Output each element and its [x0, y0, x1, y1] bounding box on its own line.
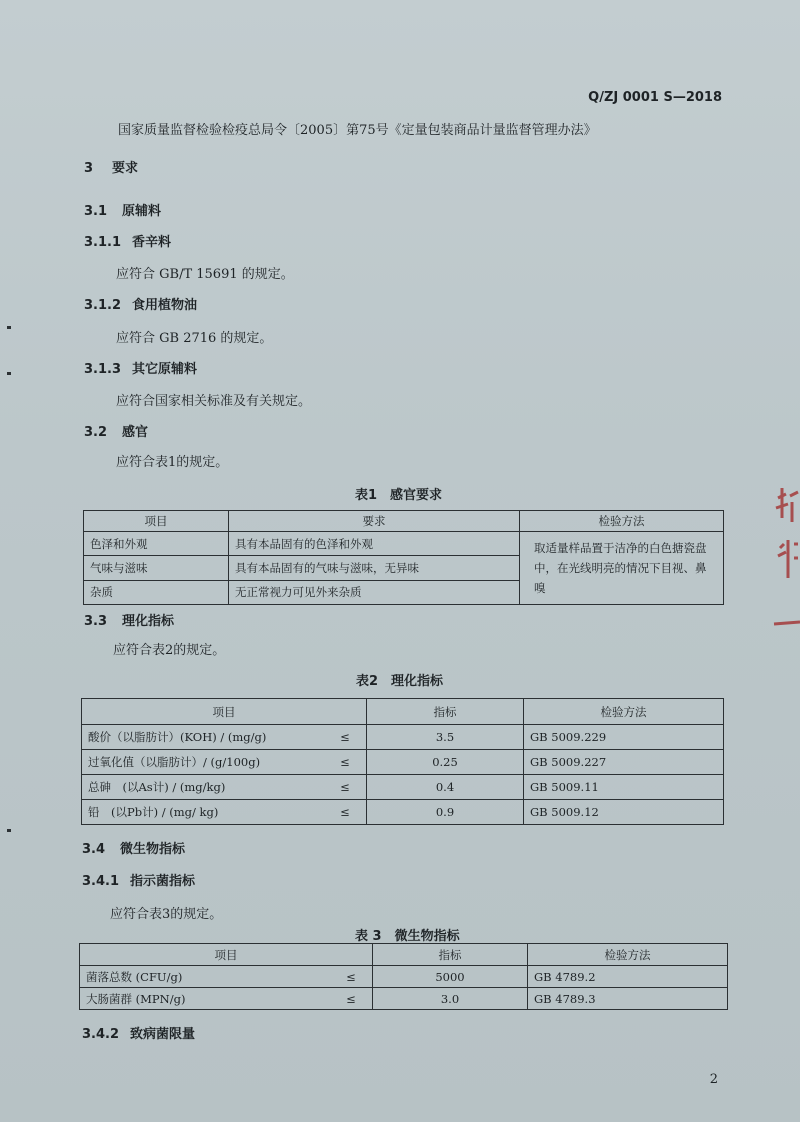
table-cell: GB 5009.229 [524, 725, 724, 750]
section-title: 食用植物油 [132, 298, 198, 313]
table-cell: GB 4789.3 [528, 988, 728, 1010]
table-row [80, 966, 728, 988]
table-row [82, 775, 724, 800]
table-header: 项目 [82, 699, 367, 725]
table-cell: 杂质 [84, 580, 229, 604]
section-3-1-2-heading [84, 294, 197, 313]
table3-caption: 表 3 微生物指标 [355, 929, 460, 944]
section-3-4-1-text: 应符合表3的规定。 [110, 907, 223, 922]
section-title: 理化指标 [122, 614, 175, 629]
table-cell: 3.5 [367, 725, 524, 750]
table-cell: 无正常视力可见外来杂质 [229, 580, 520, 604]
page-number: 2 [709, 1072, 718, 1087]
table-cell: ≤ [324, 800, 367, 825]
section-3-heading [84, 157, 138, 176]
table-header: 项目 [84, 511, 229, 532]
table3-microbiological [79, 943, 728, 1010]
table-cell: 大肠菌群 (MPN/g) [80, 988, 331, 1010]
table-header-row [84, 511, 724, 532]
table-header: 项目 [80, 944, 373, 966]
table-cell: 过氧化值（以脂肪计）/ (g/100g) [82, 750, 325, 775]
table-header: 指标 [373, 944, 528, 966]
section-number: 3.1.2 [84, 298, 122, 313]
table-cell: 3.0 [373, 988, 528, 1010]
table-cell: ≤ [324, 750, 367, 775]
table-cell: 菌落总数 (CFU/g) [80, 966, 331, 988]
section-title: 微生物指标 [120, 842, 186, 857]
table-cell: GB 5009.12 [524, 800, 724, 825]
section-number: 3.2 [84, 425, 108, 440]
table-cell-method: 取适量样品置于洁净的白色搪瓷盘中，在光线明亮的情况下目视、鼻嗅 [520, 532, 724, 605]
section-number: 3.1 [84, 204, 108, 219]
table2-caption: 表2 理化指标 [356, 674, 444, 689]
table-header: 检验方法 [524, 699, 724, 725]
table-header: 要求 [229, 511, 520, 532]
table-cell: ≤ [324, 725, 367, 750]
section-3-2-text: 应符合表1的规定。 [116, 455, 229, 470]
table-cell: 铅 (以Pb计) / (mg/ kg) [82, 800, 325, 825]
table-cell: ≤ [324, 775, 367, 800]
table-cell: GB 4789.2 [528, 966, 728, 988]
table-header-row [82, 699, 724, 725]
section-3-4-heading [82, 838, 185, 857]
table-cell: 酸价（以脂肪计）(KOH) / (mg/g) [82, 725, 325, 750]
margin-mark [7, 829, 11, 832]
section-number: 3.1.1 [84, 235, 122, 250]
section-number: 3.4.1 [82, 874, 120, 889]
table-row [80, 988, 728, 1010]
table-cell: GB 5009.227 [524, 750, 724, 775]
table1-sensory [83, 510, 724, 605]
table-cell: 具有本品固有的色泽和外观 [229, 532, 520, 556]
section-title: 要求 [112, 161, 139, 176]
section-number: 3.3 [84, 614, 108, 629]
section-3-3-text: 应符合表2的规定。 [113, 643, 226, 658]
table-cell: ≤ [330, 988, 373, 1010]
table-cell: 具有本品固有的气味与滋味，无异味 [229, 556, 520, 580]
section-3-1-2-text: 应符合 GB 2716 的规定。 [116, 331, 273, 346]
table2-physicochemical [81, 698, 724, 825]
section-number: 3 [84, 161, 94, 176]
table-header: 检验方法 [520, 511, 724, 532]
section-title: 其它原辅料 [132, 362, 198, 377]
section-number: 3.1.3 [84, 362, 122, 377]
table-cell: 0.4 [367, 775, 524, 800]
table-cell: 总砷 (以As计) / (mg/kg) [82, 775, 325, 800]
table-cell: 气味与滋味 [84, 556, 229, 580]
table-header-row [80, 944, 728, 966]
table-row [82, 750, 724, 775]
section-title: 致病菌限量 [130, 1027, 196, 1042]
section-title: 指示菌指标 [130, 874, 196, 889]
table1-caption: 表1 感官要求 [355, 488, 443, 503]
seal-fragment [772, 478, 800, 638]
reference-line: 国家质量监督检验检疫总局令〔2005〕第75号《定量包装商品计量监督管理办法》 [118, 123, 597, 138]
section-3-1-3-heading [84, 358, 197, 377]
section-3-1-3-text: 应符合国家相关标准及有关规定。 [116, 394, 312, 409]
section-title: 香辛料 [132, 235, 172, 250]
section-number: 3.4.2 [82, 1027, 120, 1042]
table-cell: 0.25 [367, 750, 524, 775]
table-row [82, 800, 724, 825]
table-row [82, 725, 724, 750]
section-3-1-heading [84, 200, 161, 219]
section-3-2-heading [84, 421, 148, 440]
table-row [84, 532, 724, 556]
section-title: 感官 [122, 425, 149, 440]
margin-mark [7, 326, 11, 329]
table-cell: 5000 [373, 966, 528, 988]
table-header: 检验方法 [528, 944, 728, 966]
section-number: 3.4 [82, 842, 106, 857]
section-3-3-heading [84, 610, 174, 629]
section-title: 原辅料 [122, 204, 162, 219]
table-cell: 0.9 [367, 800, 524, 825]
section-3-4-2-heading [82, 1023, 195, 1042]
section-3-1-1-heading [84, 231, 171, 250]
table-cell: GB 5009.11 [524, 775, 724, 800]
standard-code: Q/ZJ 0001 S—2018 [588, 90, 722, 105]
section-3-1-1-text: 应符合 GB/T 15691 的规定。 [116, 267, 294, 282]
table-header: 指标 [367, 699, 524, 725]
margin-mark [7, 372, 11, 375]
table-cell: 色泽和外观 [84, 532, 229, 556]
table-cell: ≤ [330, 966, 373, 988]
section-3-4-1-heading [82, 870, 195, 889]
